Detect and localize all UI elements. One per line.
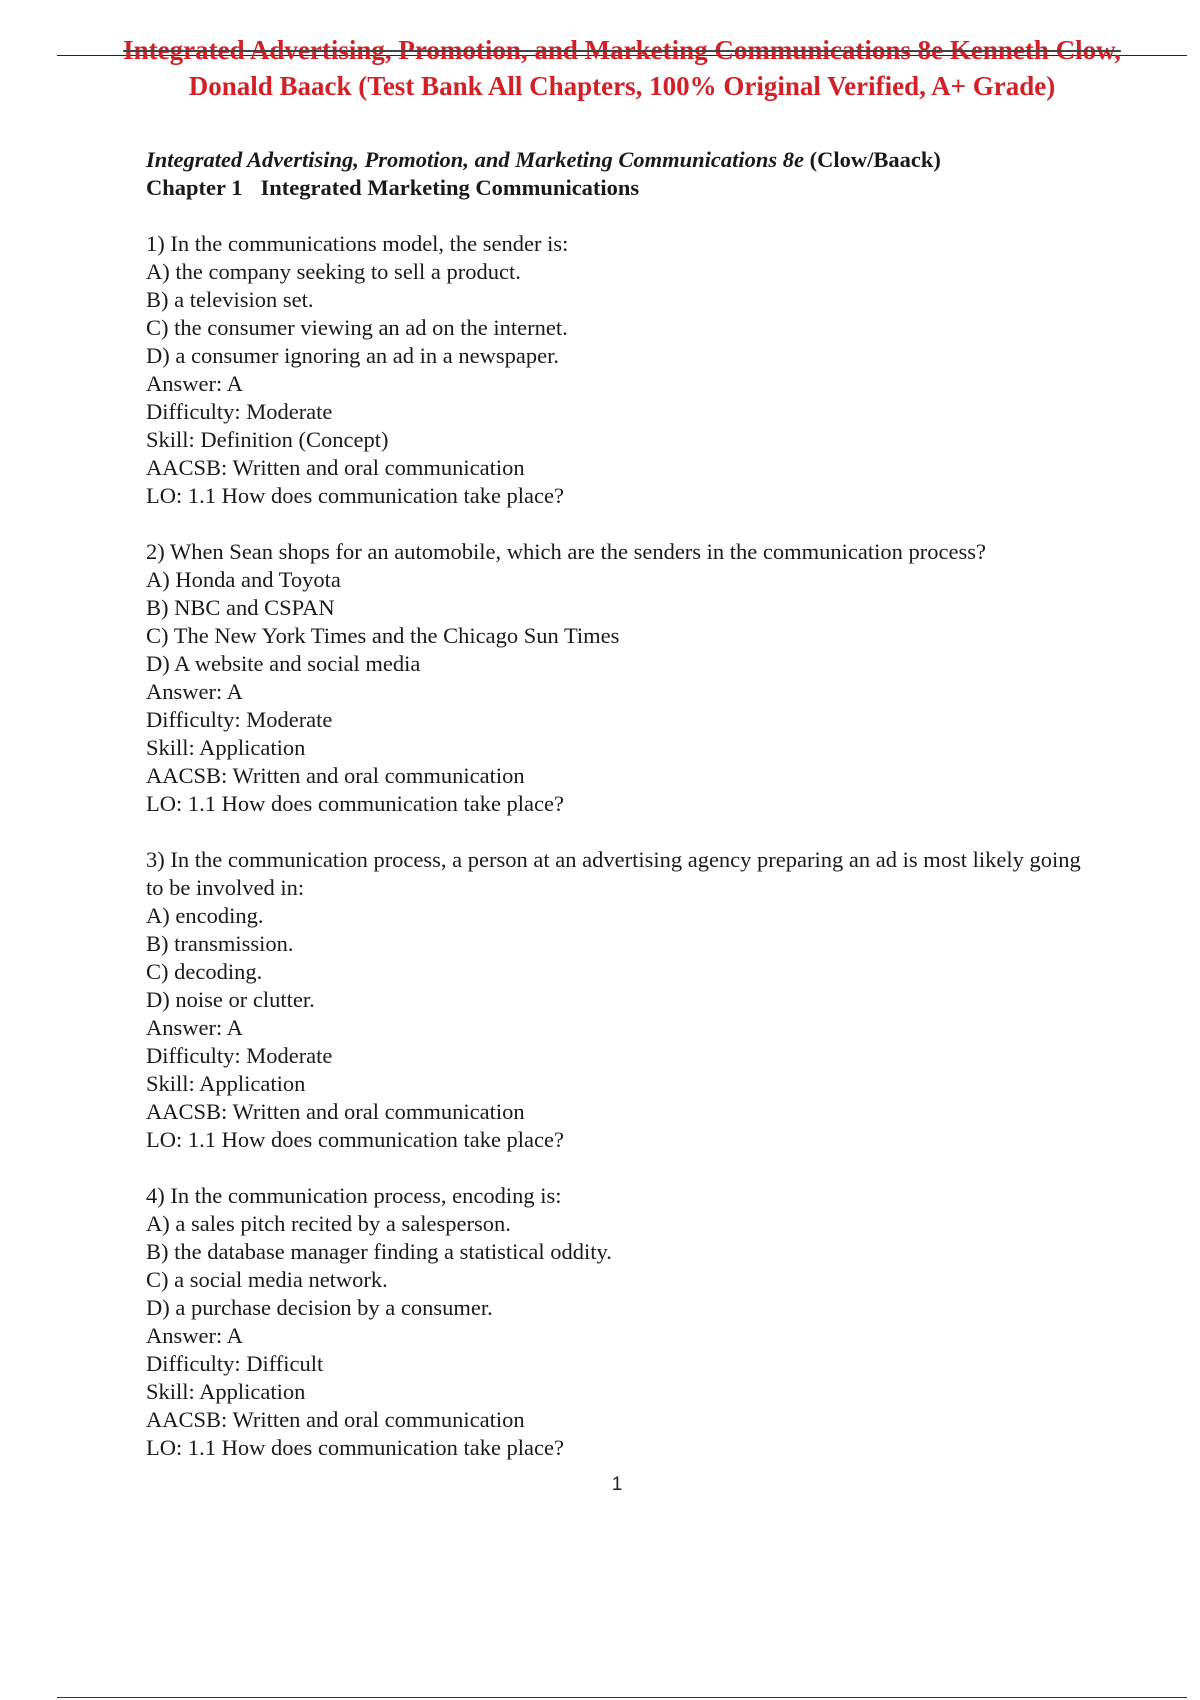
- question-stem: 3) In the communication process, a person at an advertising agency preparing an ad is most likely going to be involved in:: [146, 847, 1081, 900]
- chapter-label: Chapter 1: [146, 175, 243, 200]
- question-2: [146, 538, 1096, 818]
- aacsb: AACSB: Written and oral communication: [146, 455, 525, 480]
- option-b: B) NBC and CSPAN: [146, 595, 335, 620]
- book-title-line: [146, 146, 1096, 174]
- aacsb: AACSB: Written and oral communication: [146, 1407, 525, 1432]
- option-c: C) a social media network.: [146, 1267, 388, 1292]
- learning-objective: LO: 1.1 How does communication take place?: [146, 1127, 564, 1152]
- option-c: C) the consumer viewing an ad on the internet.: [146, 315, 568, 340]
- page-header: [57, 32, 1187, 104]
- learning-objective: LO: 1.1 How does communication take place?: [146, 1435, 564, 1460]
- chapter-title: Integrated Marketing Communications: [260, 175, 640, 200]
- difficulty: Difficulty: Moderate: [146, 707, 333, 732]
- option-b: B) a television set.: [146, 287, 314, 312]
- option-c: C) decoding.: [146, 959, 263, 984]
- question-stem: 2) When Sean shops for an automobile, which are the senders in the communication process?: [146, 539, 986, 564]
- skill: Skill: Application: [146, 1379, 306, 1404]
- footer-rule: [57, 1697, 1187, 1698]
- option-d: D) a consumer ignoring an ad in a newspaper.: [146, 343, 559, 368]
- page-content: [146, 146, 1096, 1462]
- option-a: A) the company seeking to sell a product.: [146, 259, 521, 284]
- difficulty: Difficulty: Difficult: [146, 1351, 324, 1376]
- page-number: 1: [611, 1474, 623, 1495]
- question-4: [146, 1182, 1096, 1462]
- document-title-line2: Donald Baack (Test Bank All Chapters, 100% Original Verified, A+ Grade): [188, 71, 1056, 101]
- aacsb: AACSB: Written and oral communication: [146, 1099, 525, 1124]
- difficulty: Difficulty: Moderate: [146, 1043, 333, 1068]
- option-d: D) noise or clutter.: [146, 987, 315, 1012]
- answer: Answer: A: [146, 371, 243, 396]
- option-a: A) encoding.: [146, 903, 264, 928]
- learning-objective: LO: 1.1 How does communication take place?: [146, 791, 564, 816]
- answer: Answer: A: [146, 679, 243, 704]
- question-stem: 4) In the communication process, encoding is:: [146, 1183, 562, 1208]
- skill: Skill: Definition (Concept): [146, 427, 389, 452]
- option-a: A) a sales pitch recited by a salesperson.: [146, 1211, 511, 1236]
- learning-objective: LO: 1.1 How does communication take place?: [146, 483, 564, 508]
- option-d: D) a purchase decision by a consumer.: [146, 1295, 493, 1320]
- chapter-heading: [146, 174, 1096, 202]
- skill: Skill: Application: [146, 1071, 306, 1096]
- aacsb: AACSB: Written and oral communication: [146, 763, 525, 788]
- answer: Answer: A: [146, 1015, 243, 1040]
- question-3: [146, 846, 1096, 1154]
- book-authors: (Clow/Baack): [809, 147, 941, 172]
- option-d: D) A website and social media: [146, 651, 421, 676]
- option-b: B) the database manager finding a statistical oddity.: [146, 1239, 612, 1264]
- option-a: A) Honda and Toyota: [146, 567, 341, 592]
- question-1: [146, 230, 1096, 510]
- answer: Answer: A: [146, 1323, 243, 1348]
- option-b: B) transmission.: [146, 931, 294, 956]
- difficulty: Difficulty: Moderate: [146, 399, 333, 424]
- skill: Skill: Application: [146, 735, 306, 760]
- option-c: C) The New York Times and the Chicago Sun Times: [146, 623, 620, 648]
- book-title: Integrated Advertising, Promotion, and Marketing Communications 8e: [146, 147, 805, 172]
- document-title-line1: Integrated Advertising, Promotion, and Marketing Communications 8e Kenneth Clow,: [123, 35, 1121, 65]
- question-stem: 1) In the communications model, the sender is:: [146, 231, 569, 256]
- document-title: [57, 32, 1187, 104]
